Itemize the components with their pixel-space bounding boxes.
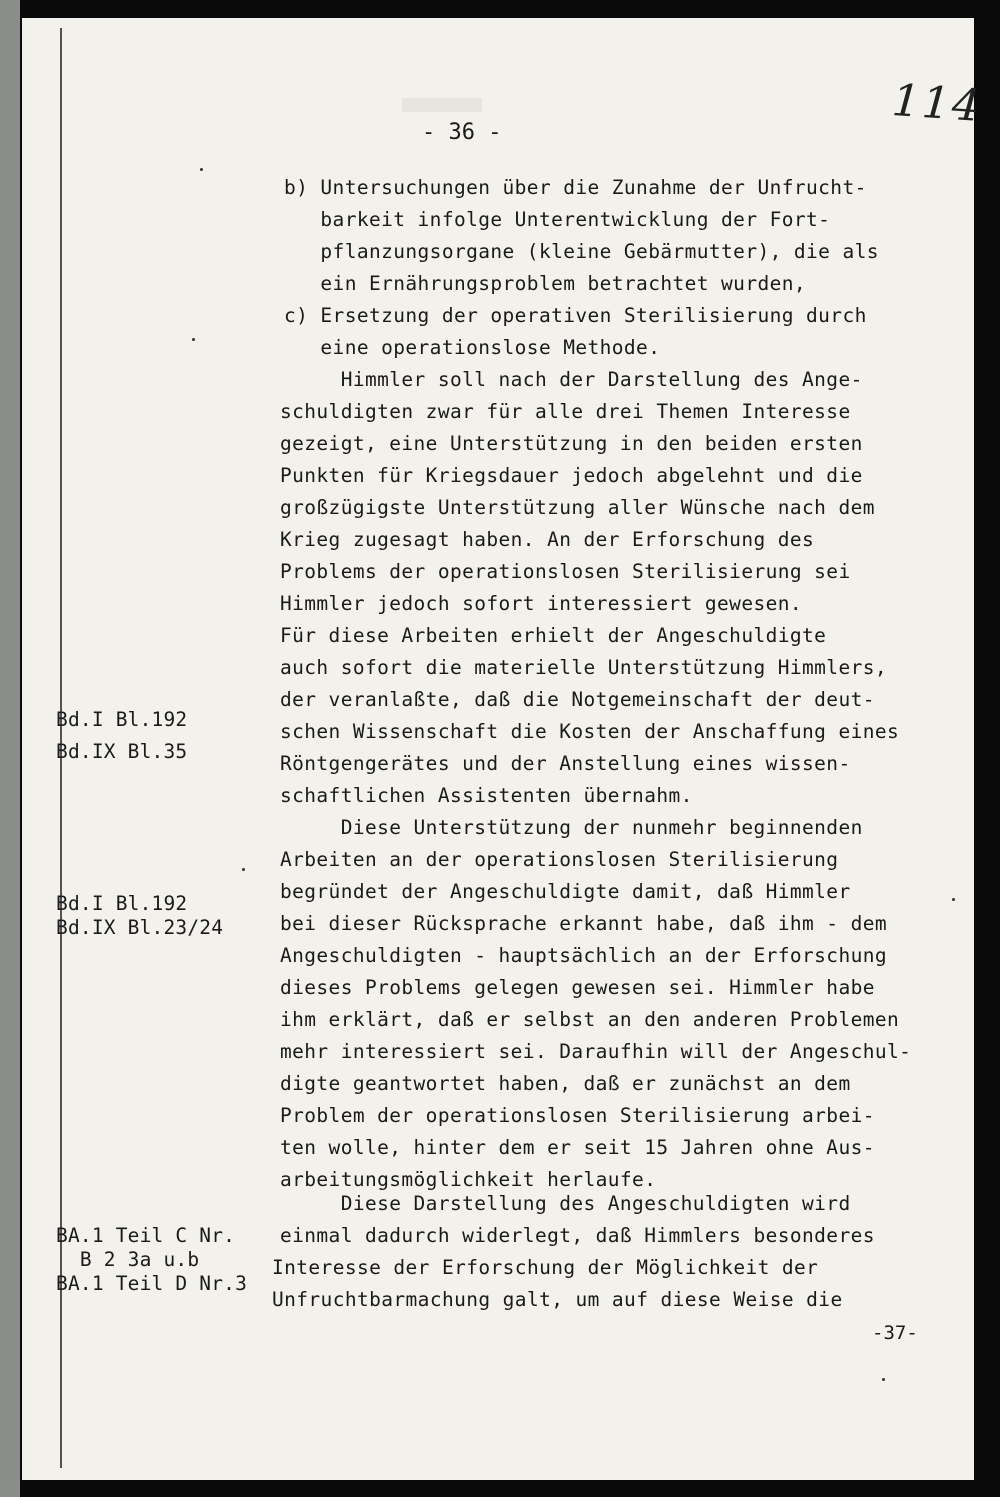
body-line: schuldigten zwar für alle drei Themen Interesse (280, 400, 851, 423)
margin-reference: Bd.I Bl.192 (56, 892, 188, 915)
show-through-shadow (402, 98, 482, 112)
body-line: Punkten für Kriegsdauer jedoch abgelehnt und die (280, 464, 863, 487)
body-line: arbeitungsmöglichkeit herlaufe. (280, 1168, 657, 1191)
body-line: digte geantwortet haben, daß er zunächst an dem (280, 1072, 851, 1095)
body-line: c) Ersetzung der operativen Sterilisierung durch (284, 304, 867, 327)
document-page (22, 18, 984, 1480)
scan-speck (882, 1378, 885, 1381)
margin-reference: Bd.IX Bl.23/24 (56, 916, 224, 939)
body-line: ten wolle, hinter dem er seit 15 Jahren ohne Aus- (280, 1136, 875, 1159)
body-line: begründet der Angeschuldigte damit, daß Himmler (280, 880, 851, 903)
binding-strip (0, 0, 20, 1497)
body-line: barkeit infolge Unterentwicklung der Fort- (284, 208, 831, 231)
scan-speck (192, 338, 195, 341)
body-line: Himmler soll nach der Darstellung des Ange- (280, 368, 863, 391)
body-line: Röntgengerätes und der Anstellung eines wissen- (280, 752, 851, 775)
body-line: einmal dadurch widerlegt, daß Himmlers besonderes (280, 1224, 875, 1247)
page-number: - 36 - (422, 120, 502, 145)
scan-speck (242, 868, 245, 871)
body-line: dieses Problems gelegen gewesen sei. Himmler habe (280, 976, 875, 999)
body-line: Angeschuldigten - hauptsächlich an der Erforschung (280, 944, 887, 967)
margin-reference: Bd.IX Bl.35 (56, 740, 188, 763)
body-line: schen Wissenschaft die Kosten der Anschaffung eines (280, 720, 900, 743)
body-line: Diese Unterstützung der nunmehr beginnenden (280, 816, 863, 839)
body-line: auch sofort die materielle Unterstützung Himmlers, (280, 656, 887, 679)
body-line: pflanzungsorgane (kleine Gebärmutter), die als (284, 240, 879, 263)
body-line: eine operationslose Methode. (284, 336, 661, 359)
body-line: ein Ernährungsproblem betrachtet wurden, (284, 272, 807, 295)
body-line: Unfruchtbarmachung galt, um auf diese Weise die (272, 1288, 843, 1311)
body-line: gezeigt, eine Unterstützung in den beiden ersten (280, 432, 863, 455)
margin-reference: Bd.I Bl.192 (56, 708, 188, 731)
body-line: Interesse der Erforschung der Möglichkeit der (272, 1256, 819, 1279)
body-line: Arbeiten an der operationslosen Sterilisierung (280, 848, 839, 871)
body-line: der veranlaßte, daß die Notgemeinschaft der deut- (280, 688, 875, 711)
body-line: mehr interessiert sei. Daraufhin will der Angeschul- (280, 1040, 912, 1063)
margin-reference: B 2 3a u.b (56, 1248, 200, 1271)
scan-speck (952, 898, 955, 901)
body-line: Problem der operationslosen Sterilisierung arbei- (280, 1104, 875, 1127)
body-line: schaftlichen Assistenten übernahm. (280, 784, 693, 807)
body-line: Problems der operationslosen Sterilisierung sei (280, 560, 851, 583)
body-line: großzügigste Unterstützung aller Wünsche nach dem (280, 496, 875, 519)
next-page-marker: -37- (872, 1322, 918, 1344)
body-line: b) Untersuchungen über die Zunahme der Unfrucht- (284, 176, 867, 199)
body-line: Für diese Arbeiten erhielt der Angeschuldigte (280, 624, 827, 647)
body-line: Diese Darstellung des Angeschuldigten wird (280, 1192, 851, 1215)
scan-speck (200, 168, 203, 171)
margin-reference: BA.1 Teil D Nr.3 (56, 1272, 248, 1295)
body-line: Himmler jedoch sofort interessiert gewesen. (280, 592, 803, 615)
body-line: Krieg zugesagt haben. An der Erforschung des (280, 528, 815, 551)
margin-reference: BA.1 Teil C Nr. (56, 1224, 236, 1247)
body-line: bei dieser Rücksprache erkannt habe, daß ihm - dem (280, 912, 887, 935)
folio-mark: 114 (890, 74, 984, 133)
body-line: ihm erklärt, daß er selbst an den anderen Problemen (280, 1008, 900, 1031)
